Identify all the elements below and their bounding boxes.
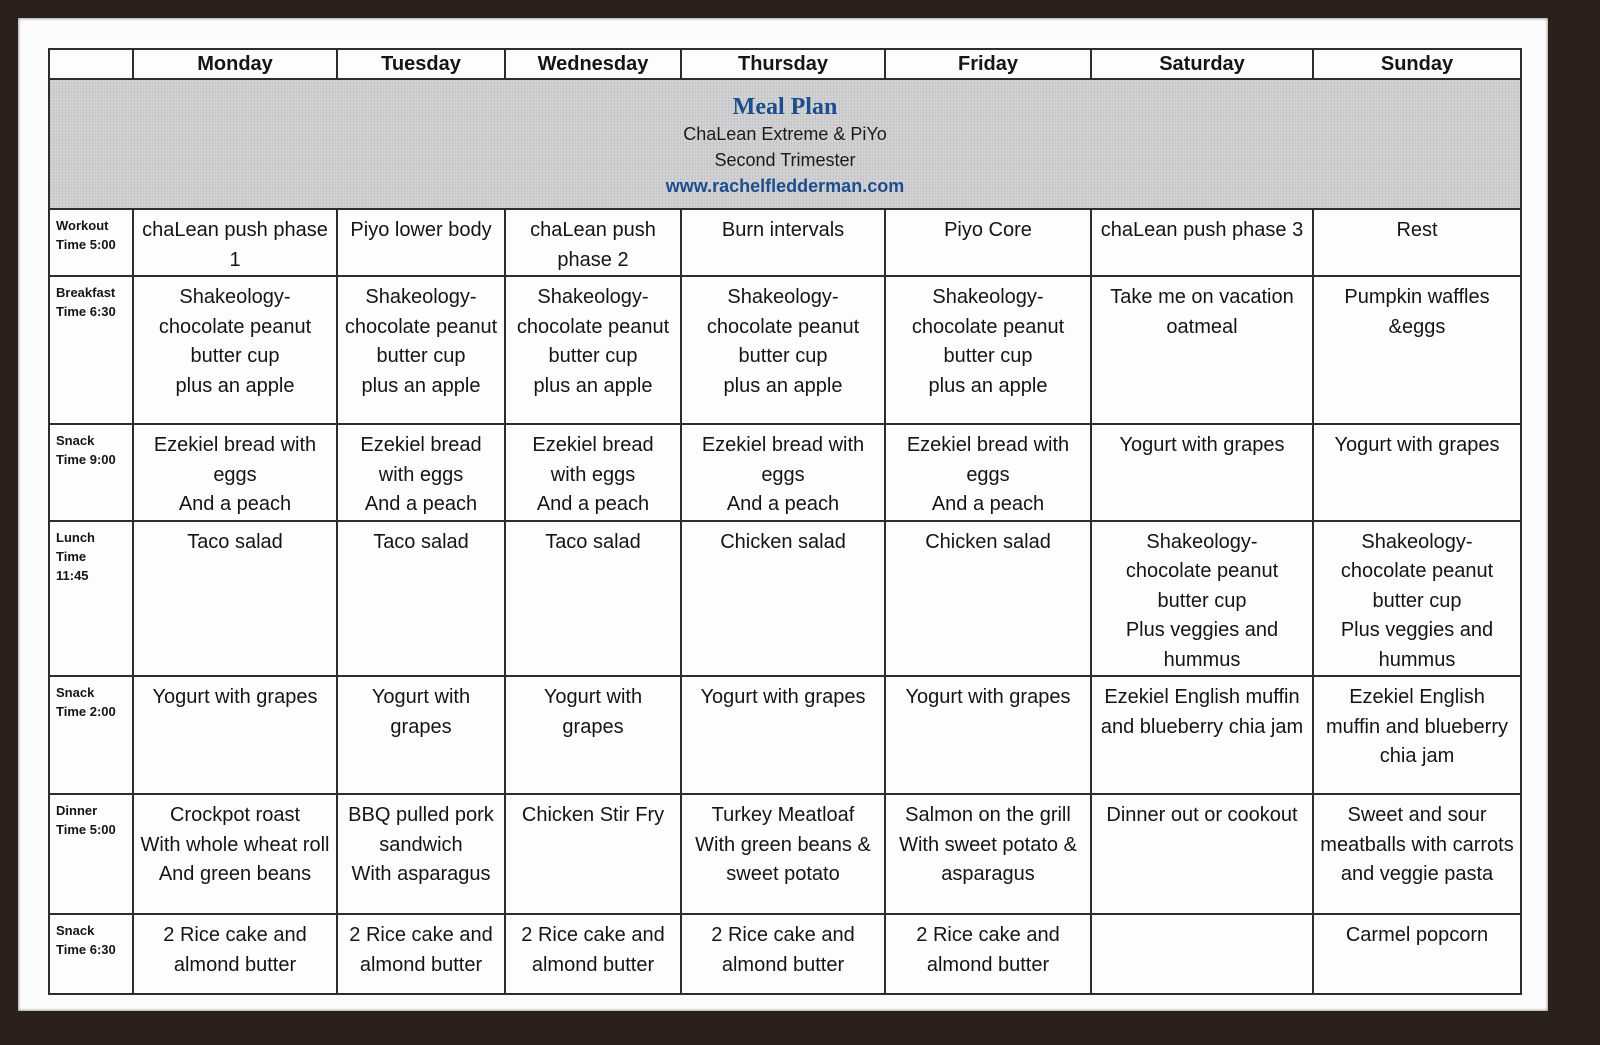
- photo-frame: [18, 18, 1548, 1011]
- meal-cell-monday: Crockpot roast With whole wheat roll And green beans: [133, 794, 337, 914]
- meal-cell-saturday: chaLean push phase 3: [1091, 209, 1313, 276]
- meal-cell-tuesday: 2 Rice cake and almond butter: [337, 914, 505, 994]
- row-label-time: Time 2:00: [56, 704, 116, 719]
- banner-row: [49, 79, 1521, 209]
- meal-row: [49, 209, 1521, 276]
- row-label-title: Breakfast: [56, 285, 116, 300]
- meal-cell-wednesday: Chicken Stir Fry: [505, 794, 681, 914]
- meal-cell-thursday: Ezekiel bread with eggs And a peach: [681, 424, 885, 521]
- row-label: [49, 521, 133, 677]
- meal-cell-friday: 2 Rice cake and almond butter: [885, 914, 1091, 994]
- meal-cell-saturday: [1091, 914, 1313, 994]
- row-label-time: Time 11:45: [56, 548, 89, 583]
- row-label-title: Snack: [56, 923, 95, 938]
- day-header-monday: Monday: [133, 49, 337, 79]
- day-header-row: [49, 49, 1521, 79]
- meal-cell-friday: Salmon on the grill With sweet potato & asparagus: [885, 794, 1091, 914]
- meal-cell-thursday: Burn intervals: [681, 209, 885, 276]
- header-corner-cell: [49, 49, 133, 79]
- meal-cell-tuesday: Yogurt with grapes: [337, 676, 505, 794]
- meal-cell-monday: Ezekiel bread with eggs And a peach: [133, 424, 337, 521]
- meal-cell-friday: Shakeology- chocolate peanut butter cup plus an apple: [885, 276, 1091, 424]
- meal-cell-sunday: Sweet and sour meatballs with carrots and veggie pasta: [1313, 794, 1521, 914]
- banner-subtitle-trimester: Second Trimester: [714, 149, 856, 170]
- day-header-wednesday: Wednesday: [505, 49, 681, 79]
- day-header-tuesday: Tuesday: [337, 49, 505, 79]
- meal-cell-friday: Piyo Core: [885, 209, 1091, 276]
- meal-cell-sunday: Pumpkin waffles &eggs: [1313, 276, 1521, 424]
- meal-cell-saturday: Yogurt with grapes: [1091, 424, 1313, 521]
- meal-cell-tuesday: Ezekiel bread with eggs And a peach: [337, 424, 505, 521]
- meal-cell-thursday: Yogurt with grapes: [681, 676, 885, 794]
- meal-row: [49, 676, 1521, 794]
- row-label: [49, 424, 133, 521]
- row-label-title: Workout: [56, 218, 109, 233]
- meal-cell-monday: 2 Rice cake and almond butter: [133, 914, 337, 994]
- meal-cell-wednesday: Yogurt with grapes: [505, 676, 681, 794]
- day-header-friday: Friday: [885, 49, 1091, 79]
- meal-cell-sunday: Yogurt with grapes: [1313, 424, 1521, 521]
- row-label-title: Dinner: [56, 803, 98, 818]
- meal-cell-thursday: 2 Rice cake and almond butter: [681, 914, 885, 994]
- meal-cell-saturday: Dinner out or cookout: [1091, 794, 1313, 914]
- meal-cell-sunday: Rest: [1313, 209, 1521, 276]
- meal-cell-friday: Chicken salad: [885, 521, 1091, 677]
- meal-cell-wednesday: 2 Rice cake and almond butter: [505, 914, 681, 994]
- row-label-title: Snack: [56, 685, 95, 700]
- banner-title: Meal Plan: [732, 93, 838, 120]
- meal-cell-friday: Yogurt with grapes: [885, 676, 1091, 794]
- day-header-sunday: Sunday: [1313, 49, 1521, 79]
- row-label-time: Time 9:00: [56, 452, 116, 467]
- meal-cell-sunday: Shakeology- chocolate peanut butter cup Plus veggies and hummus: [1313, 521, 1521, 677]
- meal-cell-monday: chaLean push phase 1: [133, 209, 337, 276]
- row-label: [49, 209, 133, 276]
- meal-cell-wednesday: Ezekiel bread with eggs And a peach: [505, 424, 681, 521]
- meal-cell-wednesday: chaLean push phase 2: [505, 209, 681, 276]
- meal-cell-wednesday: Taco salad: [505, 521, 681, 677]
- meal-cell-friday: Ezekiel bread with eggs And a peach: [885, 424, 1091, 521]
- title-banner: [49, 79, 1521, 209]
- meal-cell-saturday: Shakeology- chocolate peanut butter cup Plus veggies and hummus: [1091, 521, 1313, 677]
- row-label-title: Snack: [56, 433, 95, 448]
- day-header-thursday: Thursday: [681, 49, 885, 79]
- row-label: [49, 794, 133, 914]
- row-label: [49, 276, 133, 424]
- meal-cell-tuesday: Shakeology- chocolate peanut butter cup plus an apple: [337, 276, 505, 424]
- row-label-title: Lunch: [56, 529, 95, 545]
- banner-website-url: www.rachelfledderman.com: [665, 175, 905, 196]
- meal-row: [49, 276, 1521, 424]
- meal-cell-wednesday: Shakeology- chocolate peanut butter cup plus an apple: [505, 276, 681, 424]
- row-label-time: Time 6:30: [56, 304, 116, 319]
- meal-cell-thursday: Shakeology- chocolate peanut butter cup plus an apple: [681, 276, 885, 424]
- meal-plan-table: [48, 48, 1522, 995]
- meal-cell-monday: Taco salad: [133, 521, 337, 677]
- meal-row: [49, 914, 1521, 994]
- meal-plan-sheet: [48, 48, 1520, 980]
- row-label: [49, 676, 133, 794]
- meal-row: [49, 521, 1521, 677]
- meal-cell-sunday: Ezekiel English muffin and blueberry chia jam: [1313, 676, 1521, 794]
- meal-cell-saturday: Take me on vacation oatmeal: [1091, 276, 1313, 424]
- row-label-time: Time 6:30: [56, 942, 116, 957]
- row-label-time: Time 5:00: [56, 237, 116, 252]
- meal-cell-thursday: Chicken salad: [681, 521, 885, 677]
- row-label: [49, 914, 133, 994]
- meal-row: [49, 794, 1521, 914]
- meal-cell-saturday: Ezekiel English muffin and blueberry chia jam: [1091, 676, 1313, 794]
- row-label-time: Time 5:00: [56, 822, 116, 837]
- meal-cell-tuesday: Taco salad: [337, 521, 505, 677]
- meal-cell-sunday: Carmel popcorn: [1313, 914, 1521, 994]
- meal-cell-tuesday: Piyo lower body: [337, 209, 505, 276]
- meal-cell-tuesday: BBQ pulled pork sandwich With asparagus: [337, 794, 505, 914]
- day-header-saturday: Saturday: [1091, 49, 1313, 79]
- meal-cell-thursday: Turkey Meatloaf With green beans & sweet potato: [681, 794, 885, 914]
- banner-subtitle-program: ChaLean Extreme & PiYo: [683, 123, 887, 144]
- meal-row: [49, 424, 1521, 521]
- meal-cell-monday: Shakeology- chocolate peanut butter cup plus an apple: [133, 276, 337, 424]
- meal-cell-monday: Yogurt with grapes: [133, 676, 337, 794]
